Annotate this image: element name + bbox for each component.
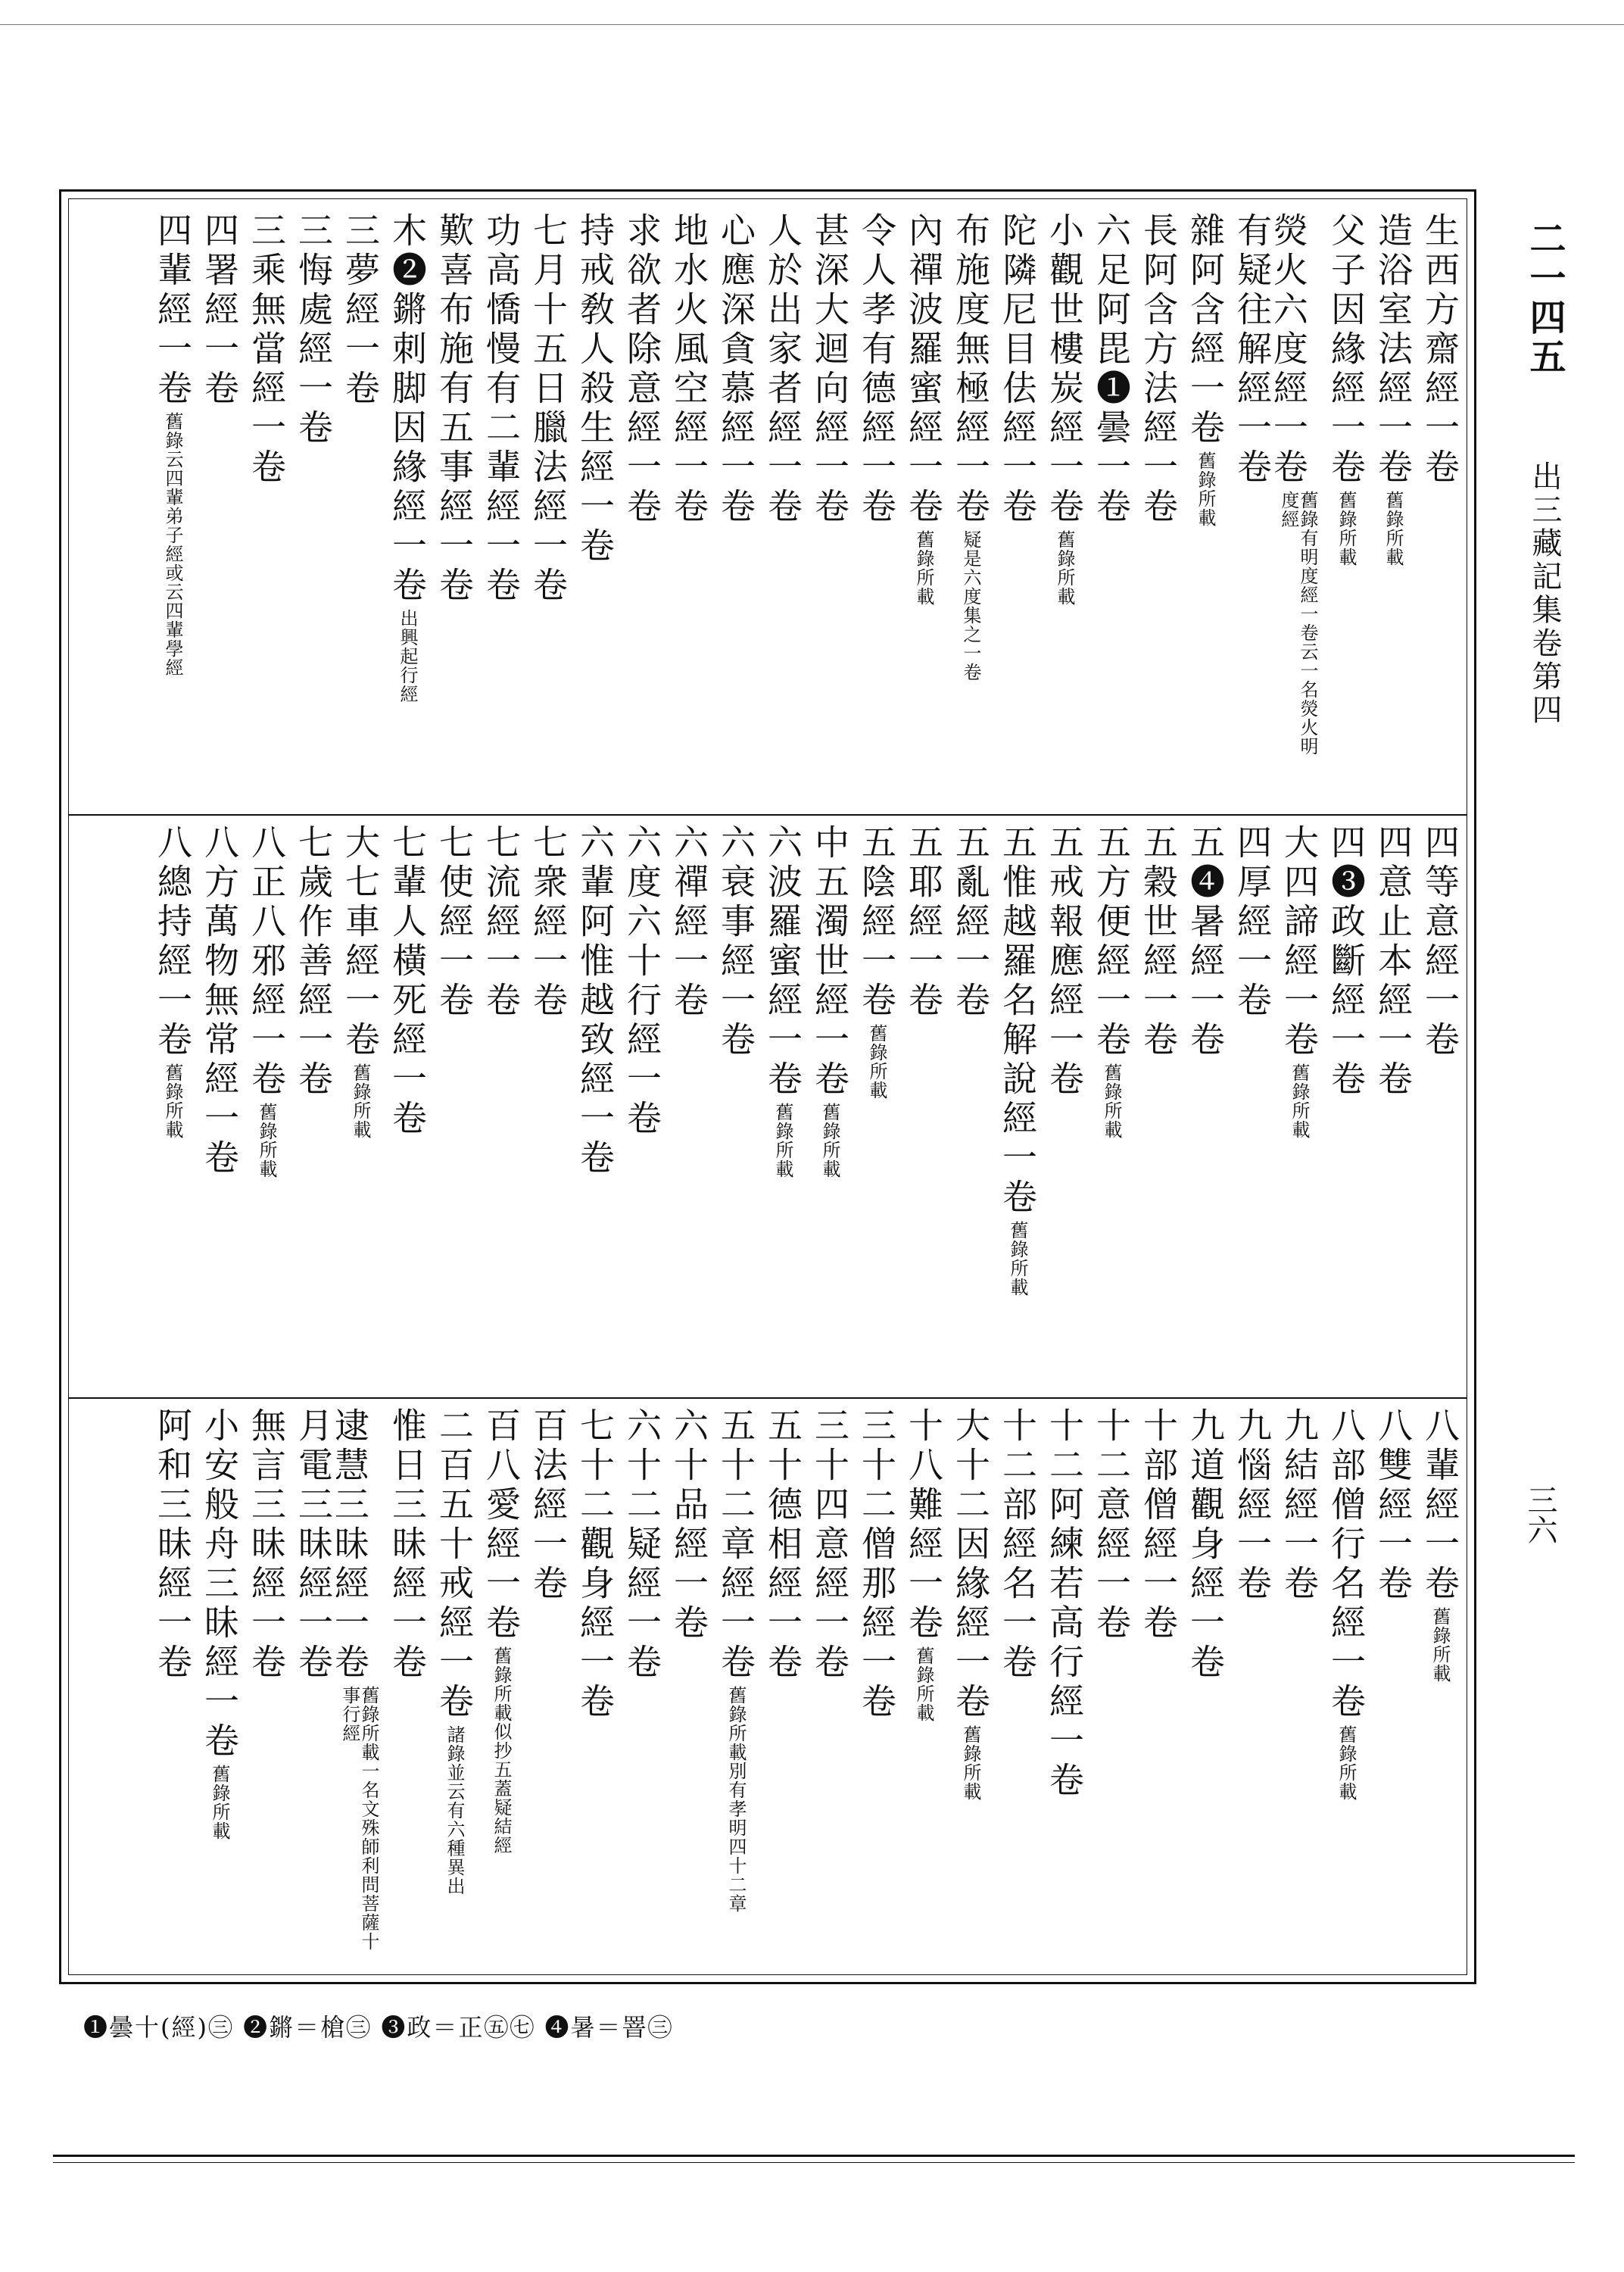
- sutra-entry: [331, 1407, 378, 1968]
- sutra-entry: [1129, 1407, 1179, 1968]
- sutra-entry: [753, 824, 803, 1384]
- sutra-title: 七流經一卷: [481, 824, 522, 1021]
- sutra-title: 甚深大迴向經一卷: [809, 212, 850, 527]
- sutra-entry: [706, 824, 756, 1384]
- sutra-title: 百八愛經一卷: [481, 1407, 522, 1643]
- sutra-entry: [1129, 824, 1179, 1384]
- sutra-entry: [613, 1407, 662, 1968]
- sutra-entry: [143, 212, 193, 803]
- sutra-note: 舊錄所載別有孝明四十二章: [725, 1686, 747, 1913]
- register-divider: [68, 1397, 1467, 1399]
- top-rule: [0, 24, 1624, 25]
- sutra-entry: [378, 824, 428, 1384]
- sutra-entry: [1317, 1407, 1367, 1968]
- register-divider: [68, 814, 1467, 816]
- sutra-title: 陀隣尼目佉經一卷: [997, 212, 1038, 527]
- bottom-rule-thin: [53, 2162, 1575, 2163]
- sutra-title: 五穀世經一卷: [1138, 824, 1179, 1060]
- sutra-entry: [1364, 824, 1414, 1384]
- sutra-title: 人於出家者經一卷: [762, 212, 803, 527]
- sutra-entry: [800, 824, 850, 1384]
- footnotes: ❶曇十(經)㊂ ❷鏘＝槍㊂ ❸政＝正㊄㊆ ❹暑＝罯㊂: [83, 2013, 674, 2042]
- sutra-title: 五十德相經一卷: [762, 1407, 803, 1683]
- sutra-entry: [472, 824, 522, 1384]
- sutra-entry: [190, 212, 240, 803]
- sutra-title: 月電三昧經一卷: [293, 1407, 334, 1683]
- sutra-entry: [331, 824, 381, 1384]
- sutra-title: 五亂經一卷: [950, 824, 991, 1021]
- sutra-title: 四署經一卷: [199, 212, 240, 409]
- sutra-title: 五耶經一卷: [903, 824, 944, 1021]
- sutra-title: 生西方齋經一卷: [1420, 212, 1460, 488]
- sutra-entry: [1410, 212, 1460, 803]
- sutra-note: 舊錄所載一名文殊師利問菩薩十事行經: [338, 1686, 379, 1951]
- sutra-title: 六禪經一卷: [669, 824, 709, 1021]
- sutra-title: 四❸政斷經一卷: [1326, 824, 1367, 1100]
- sutra-note: 舊錄所載: [1195, 451, 1216, 527]
- sutra-note: 舊錄所載: [819, 1103, 840, 1178]
- sutra-title: 百法經一卷: [528, 1407, 569, 1604]
- sutra-entry: [284, 824, 334, 1384]
- sutra-entry: [988, 1407, 1038, 1968]
- sutra-entry: [425, 212, 475, 803]
- sutra-title: 六波羅蜜經一卷: [762, 824, 803, 1100]
- sutra-title: 大十二因緣經一卷: [950, 1407, 991, 1722]
- sutra-title: 八輩經一卷: [1420, 1407, 1460, 1604]
- book-title: 出三藏記集卷第四: [1527, 460, 1562, 727]
- sutra-entry: [847, 212, 897, 803]
- sutra-title: 熒火六度經一卷: [1267, 212, 1309, 488]
- sutra-title: 木❷鏘刺脚因緣經一卷: [387, 212, 428, 606]
- sutra-entry: [894, 1407, 944, 1968]
- sutra-entry: [425, 1407, 475, 1968]
- sutra-title: 七十二觀身經一卷: [575, 1407, 616, 1722]
- sutra-title: 地水火風空經一卷: [669, 212, 709, 527]
- sutra-title: 布施度無極經一卷: [950, 212, 991, 527]
- sutra-entry: [1176, 1407, 1226, 1968]
- sutra-title: 雜阿含經一卷: [1185, 212, 1226, 448]
- sutra-title: 九結經一卷: [1279, 1407, 1320, 1604]
- bottom-rule: [53, 2155, 1575, 2157]
- sutra-title: 三悔處經一卷: [293, 212, 334, 448]
- sutra-title: 大七車經一卷: [340, 824, 381, 1060]
- sutra-title: 八總持經一卷: [152, 824, 193, 1060]
- sutra-title: 令人孝有德經一卷: [856, 212, 897, 527]
- sutra-entry: [1267, 212, 1318, 803]
- sutra-entry: [1082, 824, 1132, 1384]
- sutra-entry: [566, 1407, 616, 1968]
- sutra-entry: [1270, 824, 1320, 1384]
- sutra-entry: [659, 212, 709, 803]
- sutra-entry: [1035, 1407, 1085, 1968]
- sutra-title: 七月十五日臘法經一卷: [528, 212, 569, 606]
- sutra-title: 十二阿練若高行經一卷: [1044, 1407, 1085, 1801]
- sutra-entry: [1223, 824, 1273, 1384]
- sutra-entry: [659, 1407, 709, 1968]
- sutra-title: 四意止本經一卷: [1373, 824, 1414, 1100]
- sutra-note: 出興起行經: [397, 609, 418, 704]
- sutra-entry: [613, 212, 662, 803]
- sutra-title: 八正八邪經一卷: [246, 824, 287, 1100]
- sutra-entry: [1035, 212, 1085, 803]
- sutra-title: 八方萬物無常經一卷: [199, 824, 240, 1178]
- sutra-note: 舊錄有明度經一卷云一名熒火明度經: [1277, 491, 1318, 756]
- sutra-entry: [190, 824, 240, 1384]
- sutra-title: 二百五十戒經一卷: [434, 1407, 475, 1722]
- sutra-entry: [566, 212, 616, 803]
- sutra-note: 舊錄所載: [256, 1103, 277, 1178]
- sutra-title: 五十二章經一卷: [715, 1407, 756, 1683]
- sutra-entry: [894, 212, 944, 803]
- sutra-title: 父子因緣經一卷: [1326, 212, 1367, 488]
- sutra-note: 舊錄所載: [913, 530, 934, 606]
- sutra-note: 舊錄所載: [960, 1725, 981, 1801]
- sutra-note: 舊錄所載: [1289, 1063, 1310, 1139]
- sutra-entry: [1223, 212, 1273, 803]
- sutra-entry: [753, 1407, 803, 1968]
- sutra-title: 六十二疑經一卷: [622, 1407, 662, 1683]
- sutra-title: 小觀世樓炭經一卷: [1044, 212, 1085, 527]
- sutra-entry: [847, 1407, 897, 1968]
- sutra-note: 舊錄所載似抄五蓋疑結經: [491, 1646, 512, 1855]
- side-marker: 三六: [1523, 1484, 1557, 1545]
- sutra-entry: [284, 212, 334, 803]
- sutra-title: 五戒報應經一卷: [1044, 824, 1085, 1100]
- sutra-entry: [941, 212, 991, 803]
- sutra-title: 阿和三昧經一卷: [152, 1407, 193, 1683]
- sutra-entry: [1176, 212, 1226, 803]
- sutra-title: 六十品經一卷: [669, 1407, 709, 1643]
- sutra-title: 三夢經一卷: [340, 212, 381, 409]
- sutra-note: 舊錄所載: [1101, 1063, 1122, 1139]
- sutra-title: 十二意經一卷: [1091, 1407, 1132, 1643]
- sutra-entry: [519, 1407, 569, 1968]
- sutra-entry: [1317, 824, 1367, 1384]
- sutra-entry: [1317, 212, 1367, 803]
- sutra-note: 舊錄所載: [866, 1024, 887, 1100]
- sutra-entry: [753, 212, 803, 803]
- page-number: 二一四五: [1523, 220, 1566, 377]
- sutra-note: 舊錄云四輩弟子經或云四輩學經: [162, 412, 183, 677]
- sutra-entry: [1364, 1407, 1414, 1968]
- sutra-entry: [1129, 212, 1179, 803]
- sutra-entry: [941, 824, 991, 1384]
- sutra-entry: [613, 824, 662, 1384]
- sutra-note: 舊錄所載: [1336, 491, 1357, 566]
- sutra-entry: [331, 212, 381, 803]
- sutra-note: 舊錄所載: [162, 1063, 183, 1139]
- sutra-entry: [472, 212, 522, 803]
- sutra-note: 舊錄所載: [1054, 530, 1075, 606]
- sutra-entry: [941, 1407, 991, 1968]
- sutra-entry: [706, 212, 756, 803]
- sutra-title: 大四諦經一卷: [1279, 824, 1320, 1060]
- sutra-title: 七衆經一卷: [528, 824, 569, 1021]
- sutra-title: 心應深貪慕經一卷: [715, 212, 756, 527]
- sutra-title: 八雙經一卷: [1373, 1407, 1414, 1604]
- sutra-entry: [1082, 1407, 1132, 1968]
- sutra-title: 四輩經一卷: [152, 212, 193, 409]
- sutra-title: 五❹暑經一卷: [1185, 824, 1226, 1060]
- register-middle: [76, 824, 1460, 1384]
- sutra-title: 逮慧三昧經一卷: [329, 1407, 370, 1683]
- sutra-entry: [237, 824, 287, 1384]
- sutra-entry: [894, 824, 944, 1384]
- sutra-entry: [143, 824, 193, 1384]
- sutra-note: 諸錄並云有六種異出: [444, 1725, 465, 1896]
- sutra-entry: [1176, 824, 1226, 1384]
- sutra-entry: [1223, 1407, 1273, 1968]
- sutra-title: 四等意經一卷: [1420, 824, 1460, 1060]
- sutra-entry: [519, 824, 569, 1384]
- sutra-entry: [378, 212, 428, 803]
- sutra-title: 有疑往解經一卷: [1232, 212, 1273, 488]
- sutra-note: 疑是六度集之一卷: [960, 530, 981, 682]
- sutra-title: 十二部經名一卷: [997, 1407, 1038, 1683]
- sutra-title: 三十二僧那經一卷: [856, 1407, 897, 1722]
- sutra-note: 舊錄所載: [209, 1765, 230, 1840]
- sutra-note: 舊錄所載: [1382, 491, 1404, 566]
- sutra-title: 五方便經一卷: [1091, 824, 1132, 1060]
- sutra-entry: [284, 1407, 334, 1968]
- sutra-entry: [800, 1407, 850, 1968]
- sutra-note: 舊錄所載: [1336, 1725, 1357, 1801]
- sutra-entry: [1410, 824, 1460, 1384]
- sutra-entry: [1364, 212, 1414, 803]
- sutra-title: 十八難經一卷: [903, 1407, 944, 1643]
- sutra-title: 五陰經一卷: [856, 824, 897, 1021]
- sutra-note: 舊錄所載: [1007, 1221, 1028, 1297]
- sutra-entry: [659, 824, 709, 1384]
- sutra-title: 求欲者除意經一卷: [622, 212, 662, 527]
- sutra-title: 造浴室法經一卷: [1373, 212, 1414, 488]
- sutra-entry: [566, 824, 616, 1384]
- register-top: [76, 212, 1460, 803]
- sutra-title: 六足阿毘❶曇一卷: [1091, 212, 1132, 527]
- register-bottom: [76, 1407, 1460, 1968]
- sutra-note: 舊錄所載: [1429, 1607, 1451, 1683]
- sutra-entry: [800, 212, 850, 803]
- sutra-title: 六輩阿惟越致經一卷: [575, 824, 616, 1178]
- sutra-title: 長阿含方法經一卷: [1138, 212, 1179, 527]
- sutra-entry: [988, 824, 1038, 1384]
- sutra-title: 惟日三昧經一卷: [387, 1407, 428, 1683]
- sutra-title: 七輩人橫死經一卷: [387, 824, 428, 1139]
- sutra-entry: [1035, 824, 1085, 1384]
- sutra-title: 三十四意經一卷: [809, 1407, 850, 1683]
- sutra-entry: [472, 1407, 522, 1968]
- sutra-title: 十部僧經一卷: [1138, 1407, 1179, 1643]
- sutra-title: 小安般舟三昧經一卷: [199, 1407, 240, 1762]
- sutra-title: 內禪波羅蜜經一卷: [903, 212, 944, 527]
- sutra-entry: [1270, 1407, 1320, 1968]
- sutra-title: 六度六十行經一卷: [622, 824, 662, 1139]
- sutra-title: 歎喜布施有五事經一卷: [434, 212, 475, 606]
- sutra-entry: [1082, 212, 1132, 803]
- sutra-title: 七歲作善經一卷: [293, 824, 334, 1100]
- sutra-entry: [190, 1407, 240, 1968]
- sutra-entry: [237, 1407, 287, 1968]
- sutra-title: 無言三昧經一卷: [246, 1407, 287, 1683]
- sutra-entry: [143, 1407, 193, 1968]
- sutra-entry: [706, 1407, 756, 1968]
- sutra-title: 中五濁世經一卷: [809, 824, 850, 1100]
- sutra-title: 持戒敎人殺生經一卷: [575, 212, 616, 566]
- sutra-entry: [519, 212, 569, 803]
- sutra-entry: [237, 212, 287, 803]
- sutra-title: 四厚經一卷: [1232, 824, 1273, 1021]
- sutra-entry: [425, 824, 475, 1384]
- sutra-note: 舊錄所載: [772, 1103, 793, 1178]
- sutra-title: 六衰事經一卷: [715, 824, 756, 1060]
- sutra-title: 五惟越羅名解說經一卷: [997, 824, 1038, 1218]
- sutra-note: 舊錄所載: [350, 1063, 371, 1139]
- sutra-entry: [847, 824, 897, 1384]
- sutra-entry: [988, 212, 1038, 803]
- sutra-title: 九道觀身經一卷: [1185, 1407, 1226, 1683]
- sutra-entry: [1410, 1407, 1460, 1968]
- sutra-note: 舊錄所載: [913, 1646, 934, 1722]
- sutra-title: 八部僧行名經一卷: [1326, 1407, 1367, 1722]
- sutra-title: 功高憍慢有二輩經一卷: [481, 212, 522, 606]
- sutra-entry: [378, 1407, 428, 1968]
- sutra-title: 三乘無當經一卷: [246, 212, 287, 488]
- sutra-title: 九惱經一卷: [1232, 1407, 1273, 1604]
- running-head: [1519, 220, 1571, 727]
- sutra-title: 七使經一卷: [434, 824, 475, 1021]
